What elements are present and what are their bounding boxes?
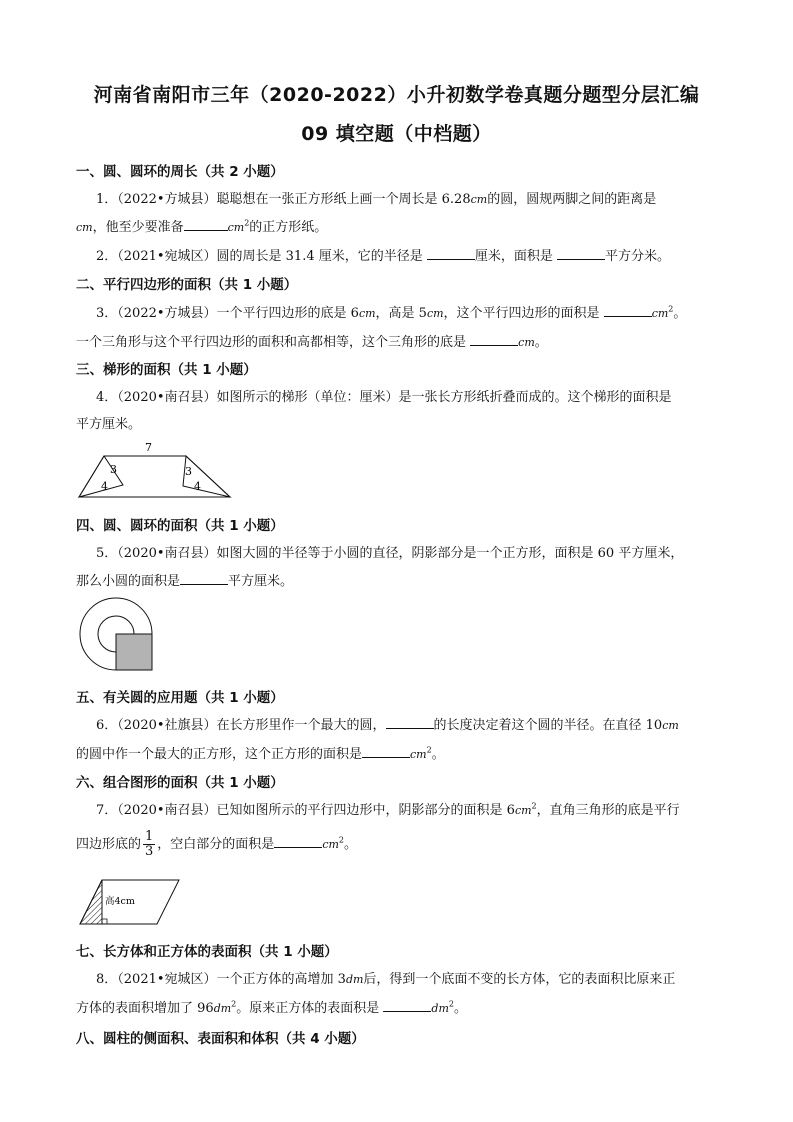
label-left-4: 4 bbox=[101, 480, 108, 493]
question-4-line-1: 4．（2020•南召县）如图所示的梯形（单位：厘米）是一张长方形纸折叠而成的。这个梯形的面积是 bbox=[96, 390, 672, 405]
question-5-line-1: 5．（2020•南召县）如图大圆的半径等于小圆的直径，阴影部分是一个正方形，面积是 60 平方厘米， bbox=[96, 546, 684, 561]
answer-blank[interactable] bbox=[180, 571, 228, 585]
answer-blank[interactable] bbox=[184, 217, 228, 231]
answer-blank[interactable] bbox=[274, 834, 322, 848]
section-heading: 五、有关圆的应用题（共 1 小题） bbox=[76, 690, 284, 706]
question-3-line-1: 3．（2022•方城县）一个平行四边形的底是 6cm，高是 5cm，这个平行四边形的面积是 $cm^2$。 bbox=[96, 304, 687, 321]
section-heading: 一、圆、圆环的周长（共 2 小题） bbox=[76, 164, 284, 180]
label-top: 7 bbox=[145, 441, 152, 454]
label-right-4: 4 bbox=[194, 480, 201, 493]
answer-blank[interactable] bbox=[557, 246, 605, 260]
page-subtitle: 09 填空题（中档题） bbox=[301, 123, 492, 145]
section-heading: 二、平行四边形的面积（共 1 小题） bbox=[76, 277, 298, 293]
circles-figure bbox=[78, 598, 158, 672]
question-3-line-2: 一个三角形与这个平行四边形的面积和高都相等，这个三角形的底是 cm。 bbox=[76, 331, 548, 350]
question-6-line-1: 6．（2020•社旗县）在长方形里作一个最大的圆， 的长度决定着这个圆的半径。在直径 10cm bbox=[96, 714, 679, 733]
question-7-line-2: 四边形底的 $\frac{1}{3}$ ，空白部分的面积是 $cm^2$。 bbox=[76, 829, 358, 859]
right-angle-mark bbox=[102, 919, 107, 924]
answer-blank[interactable] bbox=[362, 744, 410, 758]
page-title: 河南省南阳市三年（2020-2022）小升初数学卷真题分题型分层汇编 bbox=[93, 84, 700, 106]
question-5-line-2: 那么小圆的面积是 平方厘米。 bbox=[76, 570, 293, 589]
answer-blank[interactable] bbox=[470, 332, 518, 346]
fraction-one-third: $\frac{1}{3}$ bbox=[145, 829, 154, 859]
parallelogram-figure bbox=[80, 878, 182, 928]
answer-blank[interactable] bbox=[604, 303, 652, 317]
question-1-line-1: 1．（2022•方城县）聪聪想在一张正方形纸上画一个周长是 6.28cm的圆，圆规两脚之间的距离是 bbox=[96, 192, 657, 207]
label-right-3: 3 bbox=[185, 465, 192, 478]
trapezoid-figure bbox=[76, 438, 236, 504]
question-6-line-2: 的圆中作一个最大的正方形，这个正方形的面积是 $cm^2$。 bbox=[76, 745, 445, 762]
height-label: 高4cm bbox=[105, 896, 135, 907]
answer-blank[interactable] bbox=[427, 246, 475, 260]
question-1-line-2: cm，他至少要准备 $cm^2$的正方形纸。 bbox=[76, 218, 328, 235]
section-heading: 七、长方体和正方体的表面积（共 1 小题） bbox=[76, 944, 338, 960]
label-left-3: 3 bbox=[110, 463, 117, 476]
shaded-square bbox=[116, 634, 152, 670]
section-heading: 四、圆、圆环的面积（共 1 小题） bbox=[76, 518, 284, 534]
section-heading: 三、梯形的面积（共 1 小题） bbox=[76, 362, 257, 378]
question-7-line-1: 7．（2020•南召县）已知如图所示的平行四边形中，阴影部分的面积是 $6cm^2$，直角三角形的底是平行 bbox=[96, 801, 680, 818]
section-heading: 八、圆柱的侧面积、表面积和体积（共 4 小题） bbox=[76, 1031, 365, 1047]
section-heading: 六、组合图形的面积（共 1 小题） bbox=[76, 775, 284, 791]
question-8-line-2: 方体的表面积增加了 $96dm^2$。原来正方体的表面积是 $dm^2$。 bbox=[76, 999, 468, 1016]
answer-blank[interactable] bbox=[386, 715, 434, 729]
answer-blank[interactable] bbox=[383, 998, 431, 1012]
question-2: 2．（2021•宛城区）圆的周长是 31.4 厘米，它的半径是 厘米，面积是 平方分米。 bbox=[96, 245, 670, 264]
question-8-line-1: 8．（2021•宛城区）一个正方体的高增加 3dm后，得到一个底面不变的长方体，它的表面积比原来正 bbox=[96, 972, 676, 987]
question-4-line-2: 平方厘米。 bbox=[76, 417, 142, 432]
